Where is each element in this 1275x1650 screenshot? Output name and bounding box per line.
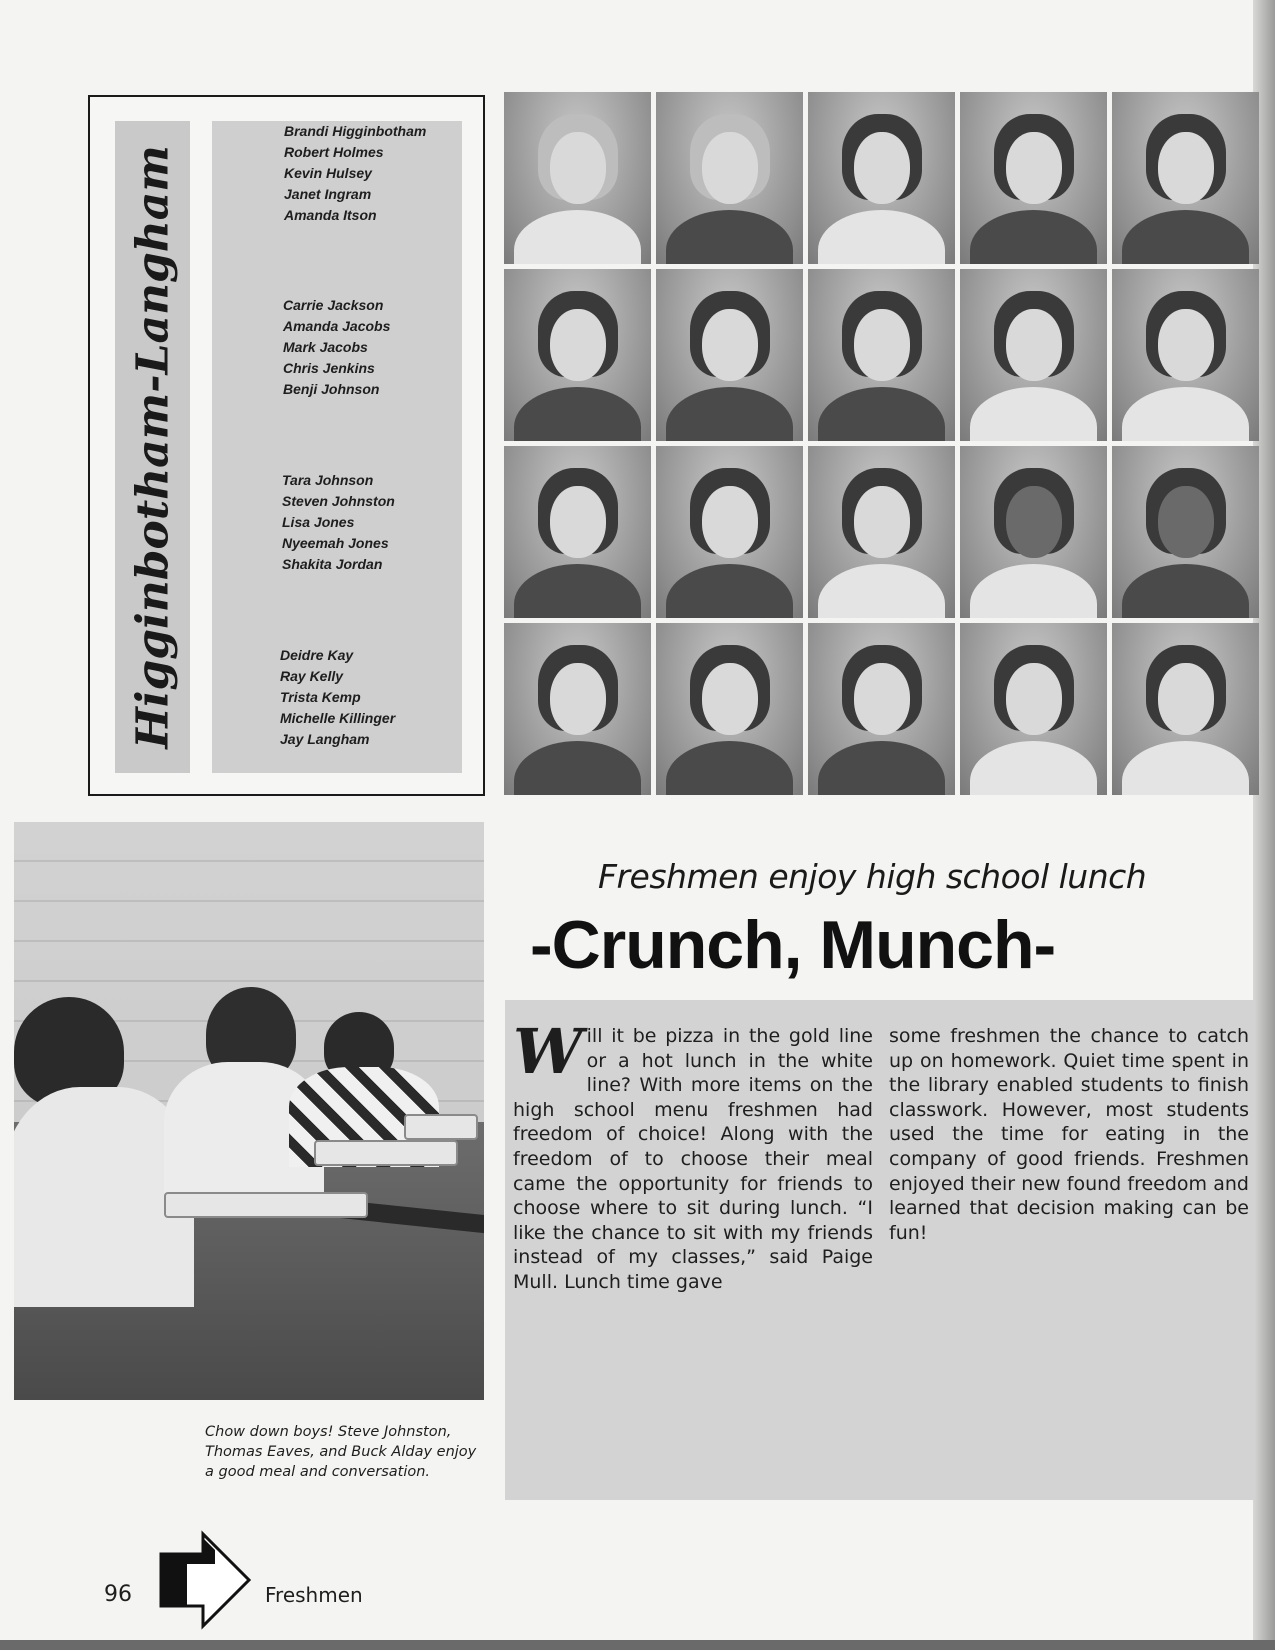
lunch-tray [314,1140,458,1166]
portrait-grid [504,92,1262,795]
name-item: Kevin Hulsey [284,165,372,181]
name-item: Deidre Kay [280,647,354,663]
name-item: Lisa Jones [282,514,355,530]
portrait-photo [808,92,955,264]
portrait-photo [1112,446,1259,618]
name-item: Robert Holmes [284,144,384,160]
vertical-title: Higginbotham-Langham [127,145,178,749]
arrow-icon [157,1530,253,1630]
names-panel [212,121,462,773]
vertical-title-band [115,121,190,773]
article-headline: -Crunch, Munch- [530,907,1056,983]
section-label: Freshmen [265,1583,363,1607]
story-box [505,1000,1255,1500]
names-box [88,95,485,796]
portrait-photo [1112,623,1259,795]
portrait-photo [656,269,803,441]
name-item: Michelle Killinger [280,710,396,726]
portrait-photo [656,446,803,618]
name-item: Shakita Jordan [282,556,383,572]
name-item: Benji Johnson [283,381,380,397]
name-item: Tara Johnson [282,472,374,488]
portrait-photo [808,623,955,795]
portrait-photo [960,269,1107,441]
story-column-1 [513,1015,873,1295]
name-item: Trista Kemp [280,689,361,705]
portrait-photo [504,92,651,264]
name-item: Carrie Jackson [283,297,384,313]
portrait-photo [808,446,955,618]
drop-cap: W [513,1015,583,1088]
photo-caption: Chow down boys! Steve Johnston, Thomas Eaves, and Buck Alday enjoy a good meal and conversation. [205,1424,477,1480]
portrait-photo [960,623,1107,795]
portrait-photo [656,92,803,264]
lunch-tray [164,1192,368,1218]
name-item: Brandi Higginbotham [284,123,427,139]
story-column-2: some freshmen the chance to catch up on homework. Quiet time spent in the library enabled students to finish classwork. However, most students used the time for eating in the company of good friends. Freshmen enjoyed their new found freedom and learned that decision making can be fun! [889,1025,1249,1244]
name-item: Amanda Jacobs [283,318,391,334]
portrait-photo [1112,92,1259,264]
story-text-1: ill it be pizza in the gold line or a hot lunch in the white line? With more items on the high school menu freshmen had freedom of choice! Along with the freedom of to choose their meal came the opportunity for friends to choose where to sit during lunch. “I like the chance to sit with my friends instead of my classes,” said Paige Mull. Lunch time gave [513,1025,873,1293]
portrait-photo [504,623,651,795]
name-item: Amanda Itson [284,207,377,223]
name-item: Janet Ingram [284,186,372,202]
name-item: Jay Langham [280,731,370,747]
lunch-tray [404,1114,478,1140]
portrait-photo [504,446,651,618]
portrait-photo [960,446,1107,618]
portrait-photo [808,269,955,441]
name-group-2 [283,295,533,400]
page-number: 96 [104,1582,132,1607]
name-item: Steven Johnston [282,493,395,509]
article-subtitle: Freshmen enjoy high school lunch [598,857,1147,896]
portrait-photo [960,92,1107,264]
portrait-photo [1112,269,1259,441]
name-item: Chris Jenkins [283,360,375,376]
bottom-edge [0,1640,1275,1650]
portrait-photo [504,269,651,441]
name-group-1 [284,121,534,226]
name-item: Mark Jacobs [283,339,368,355]
portrait-photo [656,623,803,795]
lunch-photo [14,822,484,1400]
name-item: Nyeemah Jones [282,535,389,551]
name-group-3 [282,470,532,575]
name-group-4 [280,645,530,750]
name-item: Ray Kelly [280,668,344,684]
